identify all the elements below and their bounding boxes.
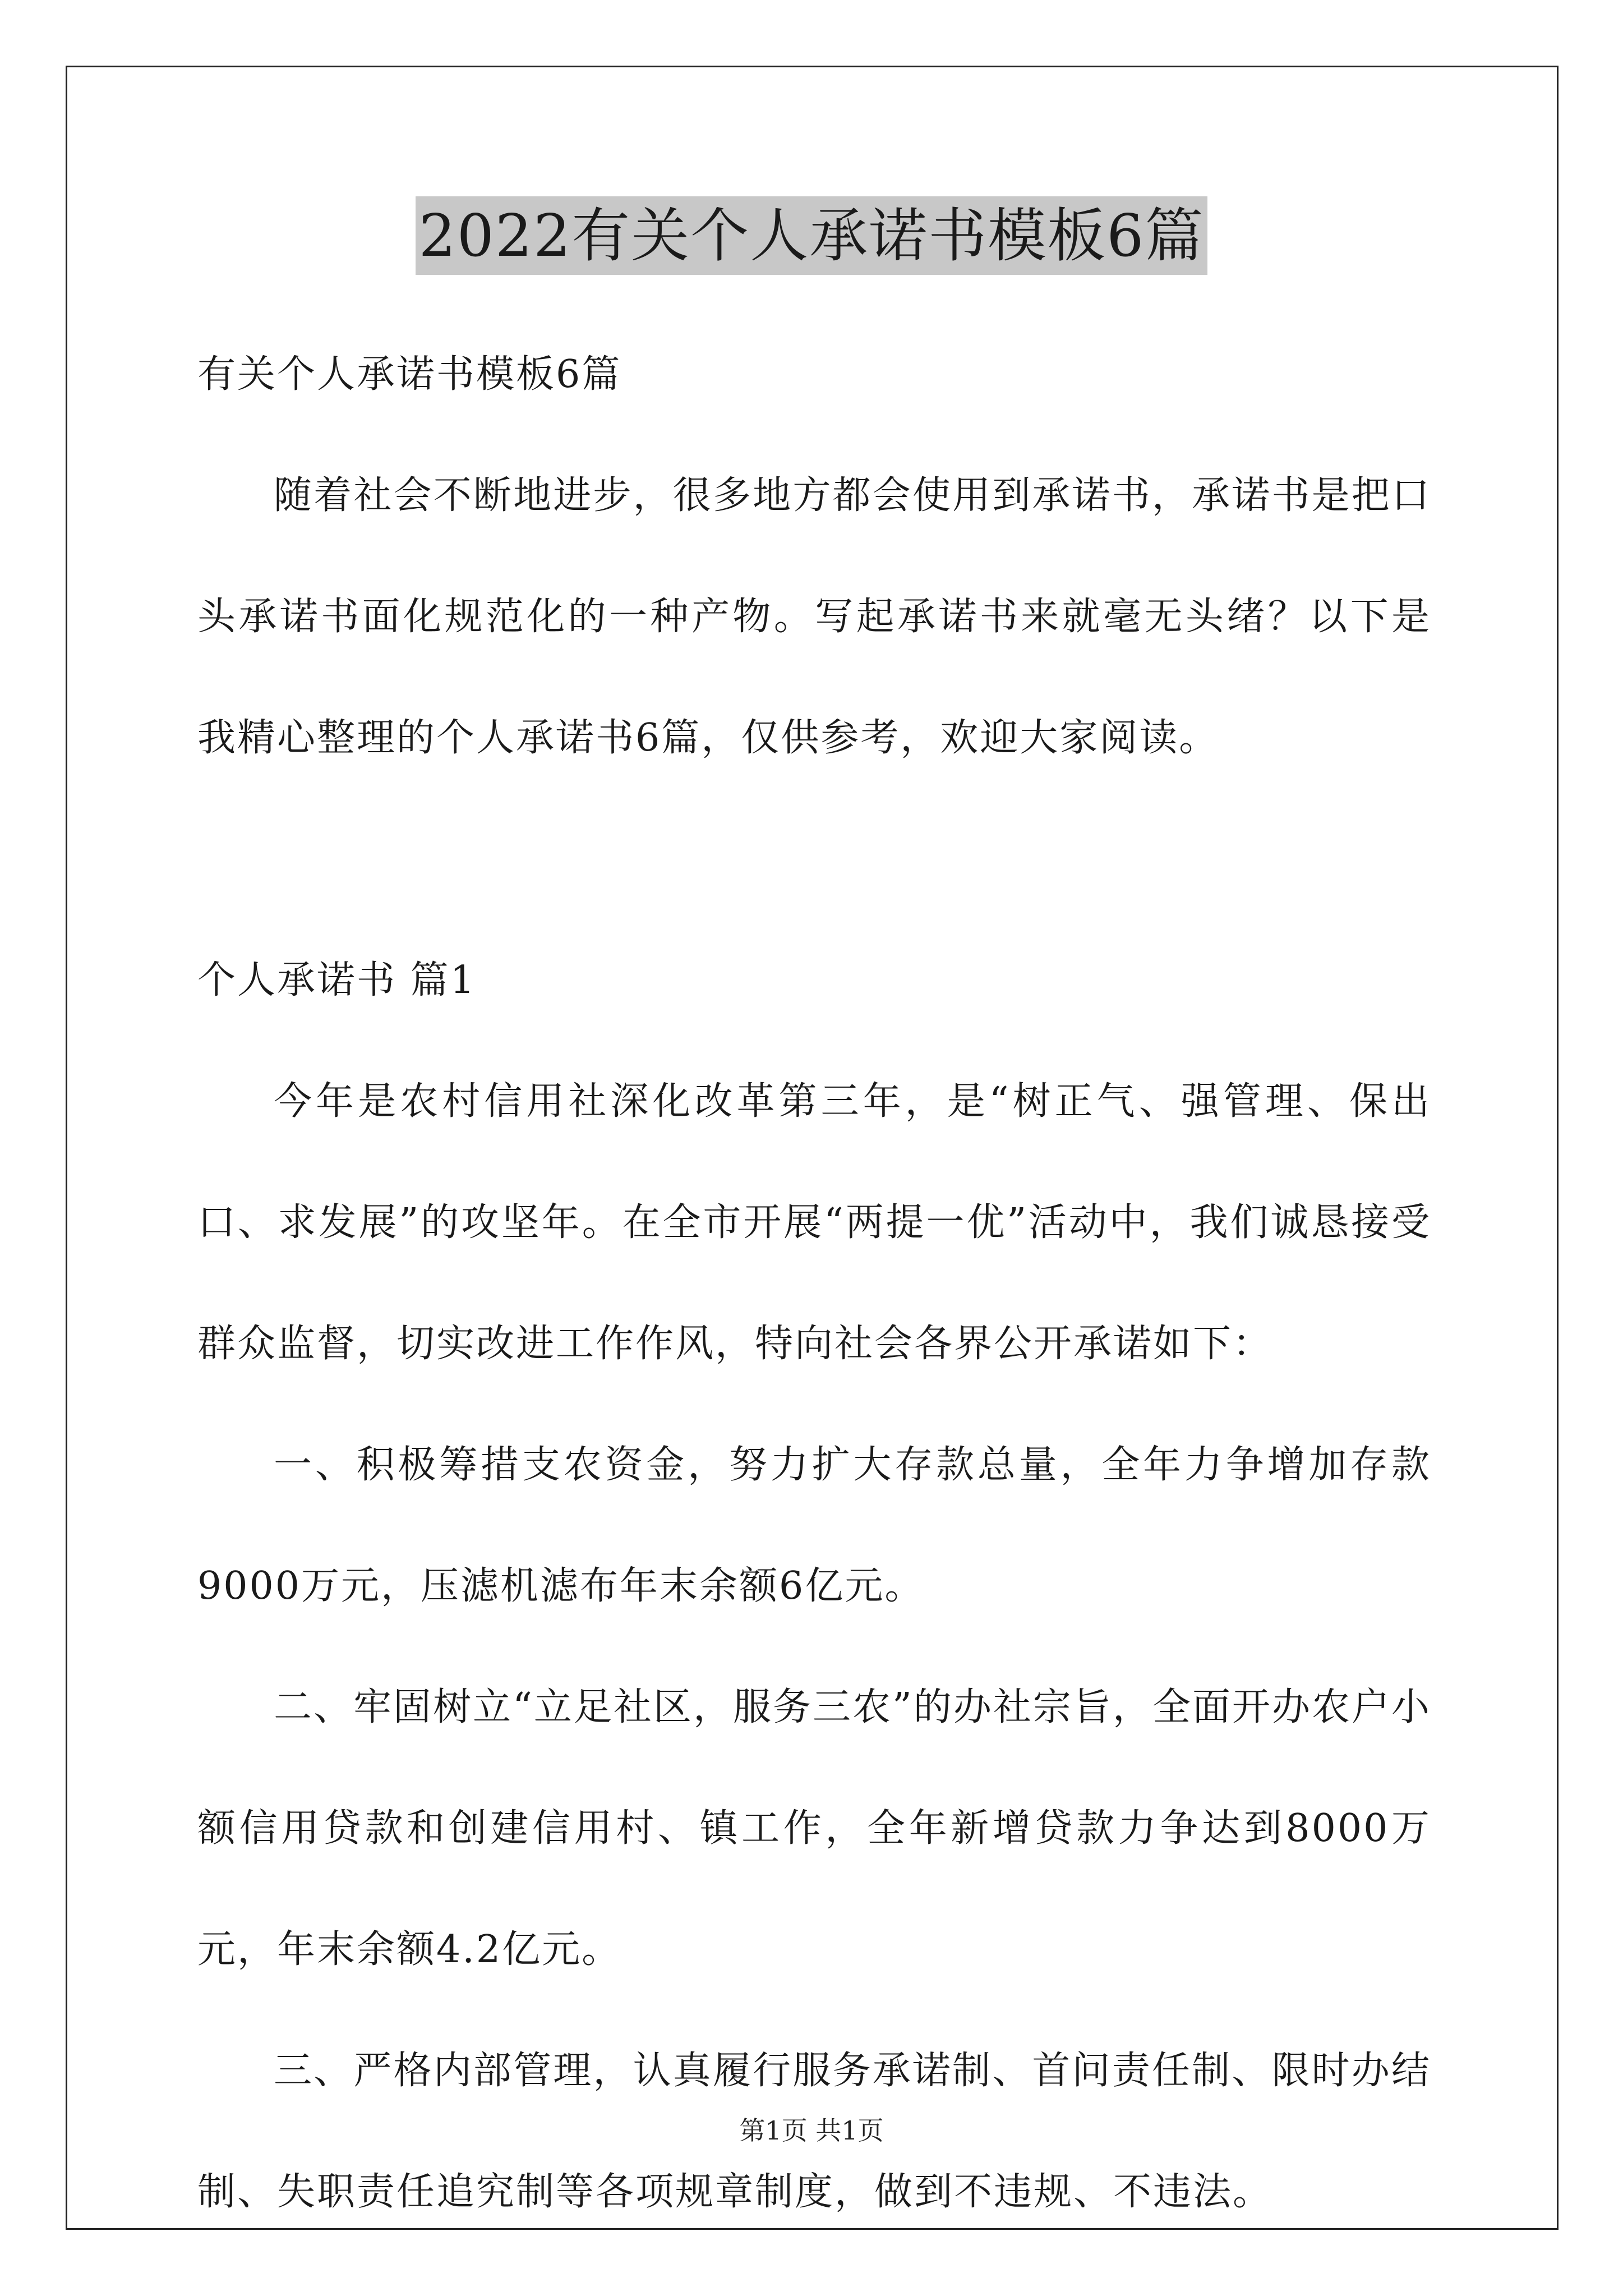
body-paragraph: 三、严格内部管理，认真履行服务承诺制、首问责任制、限时办结制、失职责任追究制等各项规章制度，做到不违规、不违法。 [197,2049,1431,2214]
document-body [197,314,1431,2253]
body-paragraph: 今年是农村信用社深化改革第三年，是“树正气、强管理、保出口、求发展”的攻坚年。在全市开展“两提一优”活动中，我们诚恳接受群众监督，切实改进工作作风，特向社会各界公开承诺如下： [197,1079,1431,1366]
title-container [0,196,1623,275]
document-subtitle: 有关个人承诺书模板6篇 [197,352,622,397]
document-title: 2022有关个人承诺书模板6篇 [416,196,1208,275]
page-footer: 第1页 共1页 [739,2115,884,2146]
section-heading: 个人承诺书 篇1 [197,958,476,1002]
intro-paragraph: 随着社会不断地进步，很多地方都会使用到承诺书，承诺书是把口头承诺书面化规范化的一种产物。写起承诺书来就毫无头绪？以下是我精心整理的个人承诺书6篇，仅供参考，欢迎大家阅读。 [197,473,1431,760]
body-paragraph: 二、牢固树立“立足社区，服务三农”的办社宗旨，全面开办农户小额信用贷款和创建信用村、镇工作，全年新增贷款力争达到8000万元，年末余额4.2亿元。 [197,1685,1431,1972]
blank-line [197,799,1431,920]
body-paragraph: 一、积极筹措支农资金，努力扩大存款总量，全年力争增加存款9000万元，压滤机滤布年末余额6亿元。 [197,1443,1431,1608]
